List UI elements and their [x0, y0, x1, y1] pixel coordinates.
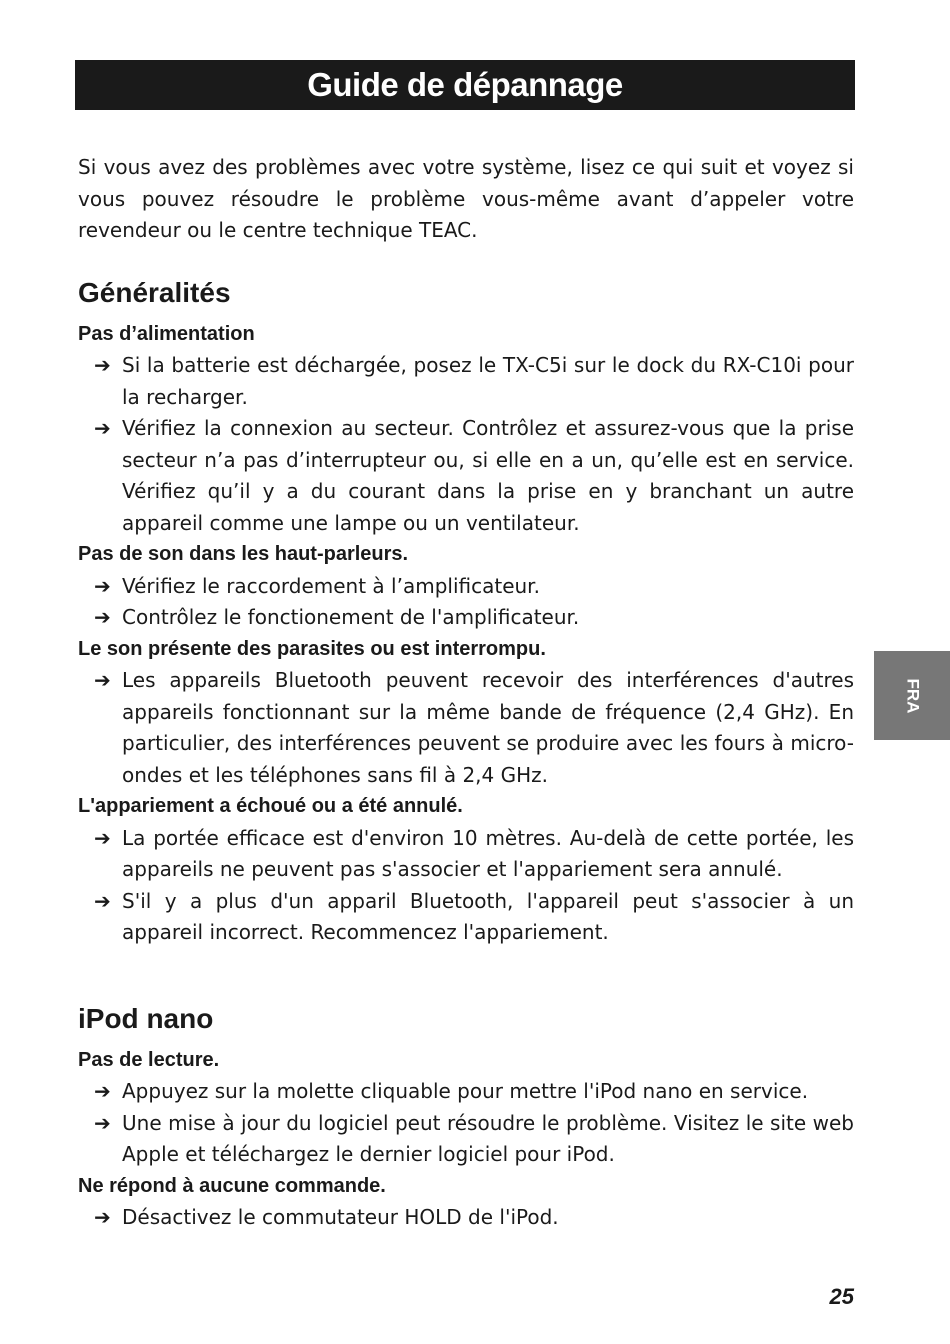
list-item-text: La portée efficace est d'environ 10 mètres. Au-delà de cette portée, les appareils ne peuvent pas s'associer et l'appariement sera annulé. [122, 825, 854, 881]
list-item [78, 1202, 854, 1234]
list-item-text: Appuyez sur la molette cliquable pour mettre l'iPod nano en service. [122, 1079, 809, 1103]
arrow-right-icon: ➔ [94, 573, 111, 598]
list-item-text: Contrôlez le fonctionement de l'amplificateur. [122, 605, 580, 629]
subsection-heading: Le son présente des parasites ou est interrompu. [78, 637, 546, 660]
arrow-right-icon: ➔ [94, 353, 111, 377]
arrow-right-icon: ➔ [94, 416, 111, 440]
solution-list [78, 1076, 854, 1171]
list-item [78, 413, 854, 539]
arrow-right-icon: ➔ [94, 888, 111, 913]
list-item-text: Si la batterie est déchargée, posez le TX-C5i sur le dock du RX-C10i pour la recharger. [122, 353, 854, 409]
arrow-right-icon: ➔ [94, 668, 111, 692]
subsection-heading: Pas de son dans les haut-parleurs. [78, 543, 409, 565]
list-item-text: S'il y a plus d'un apparil Bluetooth, l'appareil peut s'associer à un appareil incorrect. Recommencez l'appariement. [122, 888, 854, 944]
content [78, 152, 854, 1234]
list-item [78, 1108, 854, 1171]
title-bar [75, 60, 855, 110]
list-item [78, 886, 854, 949]
intro-paragraph: Si vous avez des problèmes avec votre système, lisez ce qui suit et voyez si vous pouvez résoudre le problème vous-même avant d’appeler votre revendeur ou le centre technique TEAC. [78, 155, 854, 242]
page-title: Guide de dépannage [307, 66, 623, 103]
arrow-right-icon: ➔ [94, 605, 111, 629]
arrow-right-icon: ➔ [94, 1205, 111, 1229]
list-item [78, 823, 854, 886]
solution-list [78, 571, 854, 634]
list-item [78, 665, 854, 791]
subsection-heading: Pas de lecture. [78, 1048, 220, 1071]
list-item [78, 350, 854, 413]
solution-list [78, 823, 854, 949]
list-item-text: Les appareils Bluetooth peuvent recevoir des interférences d'autres appareils fonctionnant sur la même bande de fréquence (2,4 GHz). En particulier, des interférences peuvent se produire avec les fours à micro-ondes et les téléphones sans fil à 2,4 GHz. [122, 668, 854, 787]
arrow-right-icon: ➔ [94, 825, 111, 850]
list-item-text: Vérifiez le raccordement à l’amplificateur. [122, 573, 540, 598]
list-item-text: Désactivez le commutateur HOLD de l'iPod. [122, 1205, 559, 1229]
page-number: 25 [829, 1284, 854, 1309]
solution-list [78, 665, 854, 791]
arrow-right-icon: ➔ [94, 1110, 111, 1135]
list-item [78, 571, 854, 603]
subsection-heading: L'appariement a échoué ou a été annulé. [78, 795, 463, 817]
solution-list [78, 350, 854, 539]
list-item [78, 602, 854, 634]
arrow-right-icon: ➔ [94, 1079, 111, 1103]
language-tab [874, 651, 950, 740]
solution-list [78, 1202, 854, 1234]
section-title-ipod-nano: iPod nano [78, 1002, 214, 1034]
language-tab-label: FRA [902, 678, 922, 713]
list-item [78, 1076, 854, 1108]
subsection-heading: Pas d’alimentation [78, 322, 255, 345]
subsection-heading: Ne répond à aucune commande. [78, 1174, 386, 1197]
list-item-text: Une mise à jour du logiciel peut résoudre le problème. Visitez le site web Apple et téléchargez le dernier logiciel pour iPod. [122, 1110, 854, 1166]
section-title-generalites: Généralités [78, 276, 231, 308]
list-item-text: Vérifiez la connexion au secteur. Contrôlez et assurez-vous que la prise secteur n’a pas d’interrupteur ou, si elle en a un, qu’elle est en service. Vérifiez qu’il y a du courant dans la prise en y branchant un autre appareil comme une lampe ou un ventilateur. [122, 416, 854, 535]
